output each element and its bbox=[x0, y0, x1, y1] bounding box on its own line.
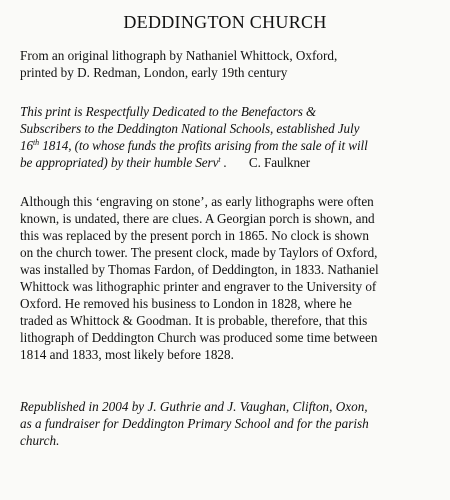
history-line: Whittock was lithographic printer and engraver to the University of bbox=[20, 279, 377, 294]
history-line: traded as Whittock & Goodman. It is probable, therefore, that this bbox=[20, 313, 368, 328]
republished-line: as a fundraiser for Deddington Primary School and for the parish bbox=[20, 416, 369, 431]
dedication-line: Subscribers to the Deddington National Schools, established July bbox=[20, 121, 360, 136]
history-line: Although this ‘engraving on stone’, as early lithographs were often bbox=[20, 194, 374, 209]
history-line: this was replaced by the present porch in 1865. No clock is shown bbox=[20, 228, 370, 243]
republished-line: church. bbox=[20, 433, 60, 448]
servant-abbrev-superscript: t bbox=[218, 155, 221, 164]
dedication-line bbox=[20, 154, 440, 171]
dedication-line: This print is Respectfully Dedicated to the Benefactors & bbox=[20, 104, 317, 119]
history-paragraph bbox=[20, 193, 440, 363]
dedication-date-day: 16 bbox=[20, 138, 33, 153]
history-line: Oxford. He removed his business to London in 1828, where he bbox=[20, 296, 352, 311]
dedication-line-end: . bbox=[220, 155, 227, 170]
history-line: on the church tower. The present clock, made by Taylors of Oxford, bbox=[20, 245, 378, 260]
dedication-line bbox=[20, 137, 440, 154]
source-paragraph bbox=[20, 47, 440, 81]
dedication-line-text: be appropriated) by their humble Serv bbox=[20, 155, 219, 170]
signatory-name: C. Faulkner bbox=[248, 155, 311, 170]
republished-paragraph bbox=[20, 398, 440, 449]
dedication-line-text: 1814, (to whose funds the profits arising from the sale of it will bbox=[39, 138, 368, 153]
history-line: lithograph of Deddington Church was produced some time between bbox=[20, 330, 378, 345]
dedication-paragraph bbox=[20, 103, 440, 171]
source-line: printed by D. Redman, London, early 19th century bbox=[20, 65, 288, 80]
republished-line: Republished in 2004 by J. Guthrie and J. Vaughan, Clifton, Oxon, bbox=[20, 399, 368, 414]
history-line: was installed by Thomas Fardon, of Deddington, in 1833. Nathaniel bbox=[20, 262, 379, 277]
page-title: DEDDINGTON CHURCH bbox=[123, 12, 327, 32]
history-line: known, is undated, there are clues. A Georgian porch is shown, and bbox=[20, 211, 375, 226]
source-line: From an original lithograph by Nathaniel Whittock, Oxford, bbox=[20, 48, 338, 63]
history-line: 1814 and 1833, most likely before 1828. bbox=[20, 347, 234, 362]
dedication-date-ordinal: th bbox=[33, 138, 40, 147]
